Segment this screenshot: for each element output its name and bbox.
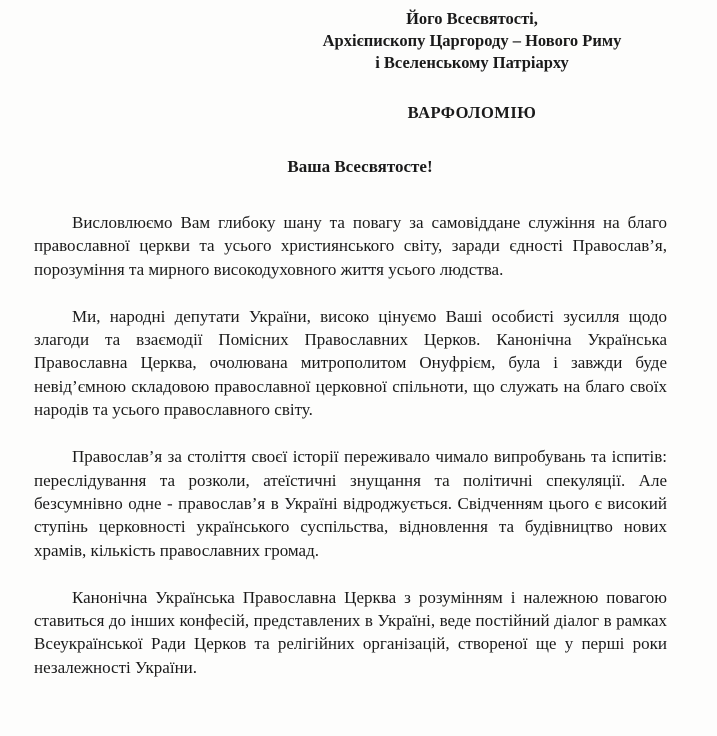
addressee-line: Його Всесвятості, <box>406 9 538 28</box>
body-paragraph: Православ’я за століття своєї історії переживало чимало випробувань та іспитів: переслідування та розколи, атеїстичні знущання та політичні спекуляції. Але безсумнівно одне - православ’я в Україні відроджується. Свідченням цього є високий ступінь церковності українського суспільства, відновлення та будівництво нових храмів, кількість православних громад. <box>34 447 667 560</box>
letter-body <box>34 211 667 679</box>
addressee-block <box>262 8 682 74</box>
body-paragraph: Канонічна Українська Православна Церква з розумінням і належною повагою ставиться до інших конфесій, представлених в Україні, веде постійний діалог в рамках Всеукраїнської Ради Церков та релігійних організацій, створеної ще у перші роки незалежності України. <box>34 587 667 677</box>
recipient-name: ВАРФОЛОМІЮ <box>407 103 537 122</box>
body-paragraph: Висловлюємо Вам глибоку шану та повагу за самовіддане служіння на благо православної церкви та усього християнського світу, заради єдності Православ’я, порозуміння та мирного високодуховного життя усього людства. <box>34 213 667 279</box>
body-paragraph: Ми, народні депутати України, високо цінуємо Ваші особисті зусилля щодо злагоди та взаємодії Помісних Православних Церков. Канонічна Українська Православна Церква, очолювана митрополитом Онуфрієм, була і завжди буде невід’ємною складовою православної церковної спільноти, що служать на благо своїх народів та усього православного світу. <box>34 306 667 420</box>
salutation: Ваша Всесвятосте! <box>287 157 433 176</box>
addressee-line: і Вселенському Патріарху <box>375 53 569 72</box>
addressee-line: Архієпископу Царгороду – Нового Риму <box>322 31 622 50</box>
